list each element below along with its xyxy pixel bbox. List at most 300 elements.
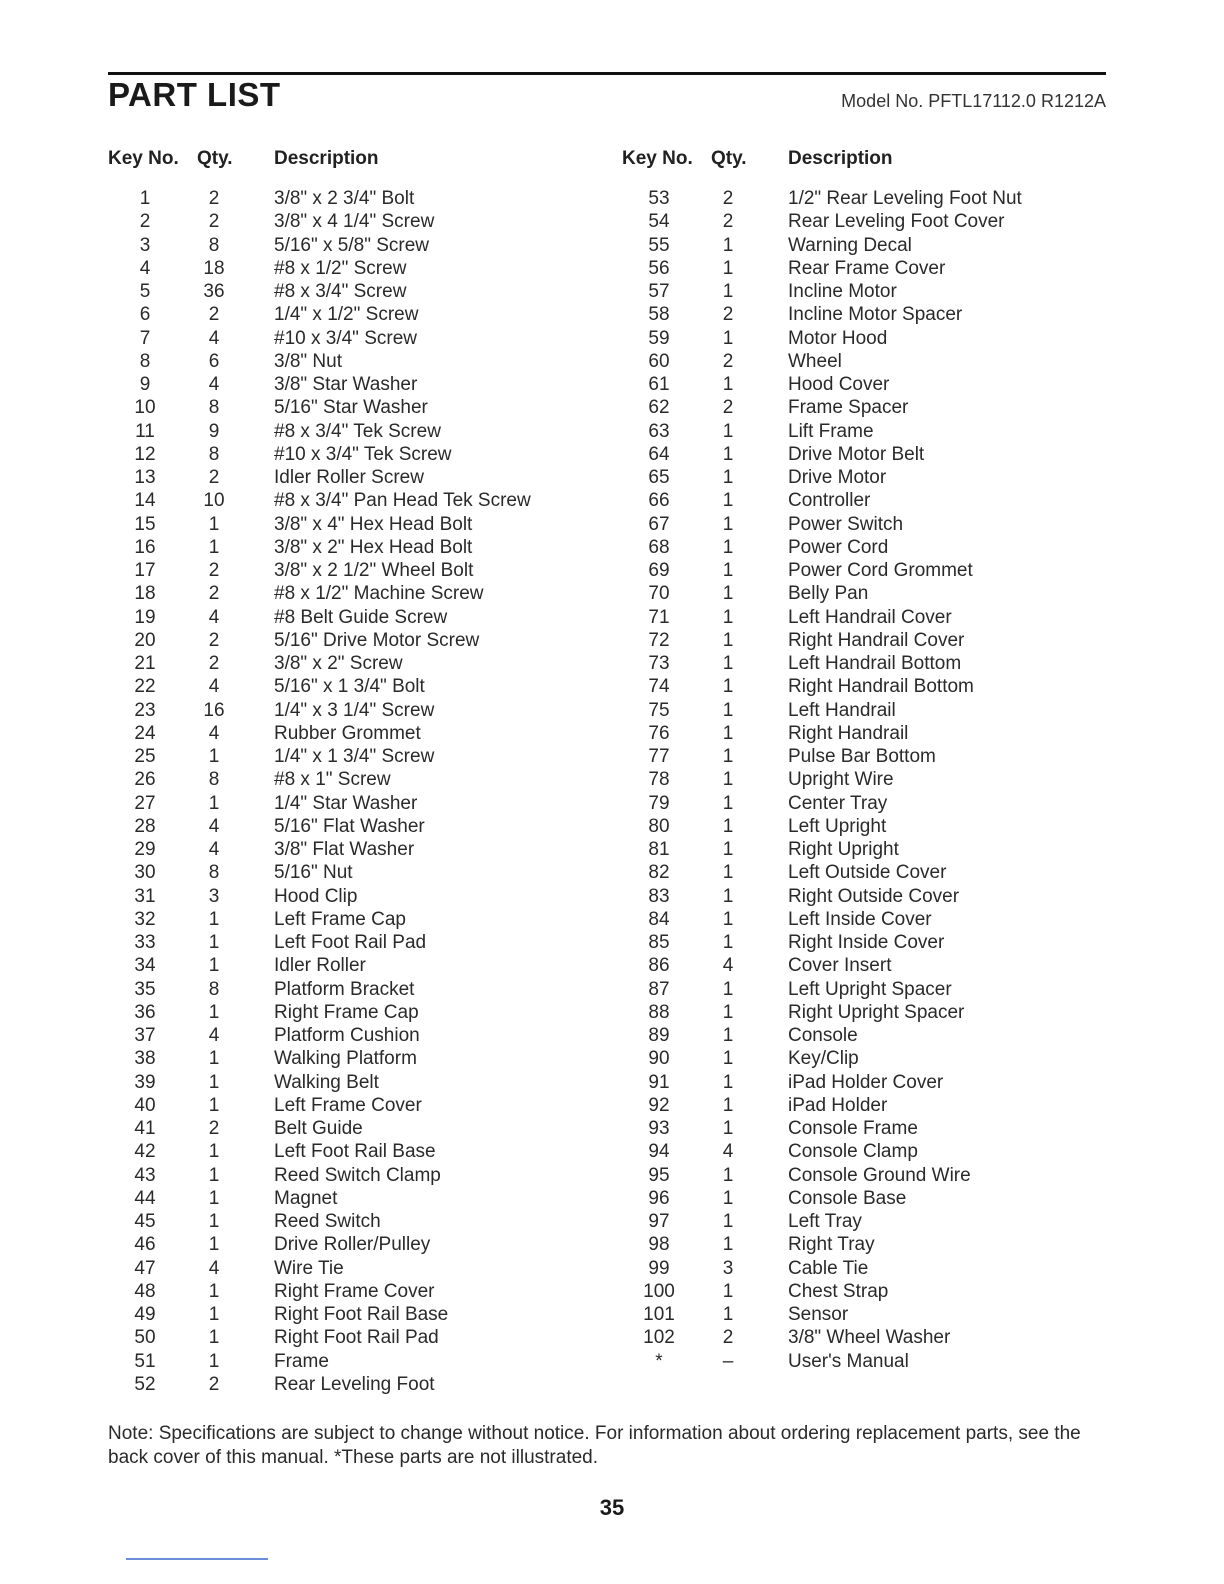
part-row (100, 652, 600, 675)
part-row (614, 1233, 1114, 1256)
part-row (100, 815, 600, 838)
part-description: Left Foot Rail Base (274, 1141, 436, 1163)
part-description: Hood Cover (788, 374, 890, 395)
part-key-number: 92 (648, 1094, 670, 1116)
part-row (100, 443, 600, 466)
part-description: Right Upright Spacer (788, 1001, 965, 1023)
part-description: Right Inside Cover (788, 932, 945, 953)
part-row (100, 489, 600, 512)
part-row (100, 536, 600, 559)
part-key-number: 83 (648, 885, 670, 907)
part-row (614, 536, 1114, 559)
part-quantity: 2 (722, 304, 734, 326)
part-description: 3/8" x 4 1/4" Screw (274, 211, 435, 233)
part-quantity: 1 (208, 1211, 220, 1232)
part-quantity: 1 (722, 1164, 734, 1186)
part-description: 3/8" x 4" Hex Head Bolt (274, 513, 473, 535)
part-quantity: 8 (208, 769, 220, 791)
part-quantity: 1 (208, 1164, 220, 1186)
part-row (614, 1164, 1114, 1187)
part-key-number: 60 (648, 350, 670, 372)
part-key-number: 27 (134, 792, 156, 814)
part-description: 3/8" Nut (274, 350, 343, 372)
part-key-number: 30 (134, 862, 156, 884)
part-quantity: 1 (722, 1187, 734, 1209)
part-key-number: 9 (139, 374, 151, 395)
part-description: Left Frame Cap (274, 908, 406, 930)
part-key-number: 72 (648, 629, 670, 651)
part-key-number: 12 (134, 443, 156, 465)
part-quantity: – (722, 1350, 734, 1372)
part-key-number: 39 (134, 1071, 156, 1093)
part-description: Platform Cushion (274, 1025, 420, 1046)
part-description: Warning Decal (788, 234, 912, 256)
part-key-number: 35 (134, 978, 156, 1000)
part-description: Frame (274, 1350, 329, 1372)
part-description: Console Ground Wire (788, 1164, 971, 1186)
part-row (100, 234, 600, 257)
part-description: 3/8" Wheel Washer (788, 1327, 951, 1349)
part-quantity: 1 (208, 932, 220, 953)
part-description: Incline Motor (788, 281, 897, 302)
part-quantity: 8 (208, 443, 220, 465)
part-quantity: 4 (208, 839, 220, 860)
part-description: #8 x 3/4" Pan Head Tek Screw (274, 490, 531, 512)
top-rule (108, 72, 1106, 75)
part-description: Left Upright (788, 815, 887, 837)
part-quantity: 2 (722, 397, 734, 419)
part-key-number: 46 (134, 1234, 156, 1256)
part-description: #8 x 3/4" Screw (274, 281, 407, 302)
part-key-number: 50 (134, 1327, 156, 1349)
part-row (100, 1094, 600, 1117)
part-row (100, 1233, 600, 1256)
part-quantity: 1 (722, 467, 734, 488)
part-key-number: 43 (134, 1164, 156, 1186)
part-key-number: 37 (134, 1025, 156, 1046)
part-quantity: 1 (722, 839, 734, 860)
part-key-number: 89 (648, 1025, 670, 1046)
part-description: Frame Spacer (788, 397, 909, 419)
part-quantity: 1 (722, 769, 734, 791)
part-description: 1/4" x 1/2" Screw (274, 304, 419, 326)
part-row (100, 792, 600, 815)
part-key-number: 58 (648, 304, 670, 326)
part-row (100, 420, 600, 443)
part-quantity: 1 (722, 1280, 734, 1302)
part-quantity: 4 (208, 815, 220, 837)
part-key-number: 8 (139, 350, 151, 372)
part-row (100, 280, 600, 303)
part-quantity: 1 (208, 955, 220, 977)
part-quantity: 1 (208, 1234, 220, 1256)
part-description: Power Switch (788, 513, 904, 535)
part-quantity: 1 (722, 327, 734, 349)
part-row (100, 1326, 600, 1349)
part-key-number: 88 (648, 1001, 670, 1023)
part-key-number: 98 (648, 1234, 670, 1256)
part-description: Right Handrail Bottom (788, 676, 974, 698)
part-key-number: 102 (643, 1327, 675, 1349)
part-description: Power Cord Grommet (788, 560, 973, 581)
part-quantity: 1 (722, 792, 734, 814)
part-description: Idler Roller Screw (274, 467, 424, 488)
part-description: Walking Platform (274, 1048, 417, 1070)
part-quantity: 2 (208, 1118, 220, 1139)
part-key-number: 67 (648, 513, 670, 535)
part-row (100, 699, 600, 722)
part-row (614, 908, 1114, 931)
part-row (614, 1280, 1114, 1303)
part-description: Reed Switch (274, 1211, 381, 1232)
part-description: Sensor (788, 1304, 849, 1325)
part-quantity: 2 (722, 350, 734, 372)
part-quantity: 1 (722, 443, 734, 465)
part-description: Rubber Grommet (274, 722, 421, 744)
part-key-number: 23 (134, 699, 156, 721)
part-description: 1/2" Rear Leveling Foot Nut (788, 188, 1022, 209)
part-row (614, 1303, 1114, 1326)
part-row (614, 187, 1114, 210)
part-description: Left Upright Spacer (788, 978, 952, 1000)
part-description: Console Frame (788, 1118, 918, 1139)
part-description: Rear Leveling Foot Cover (788, 211, 1005, 233)
part-key-number: 63 (648, 420, 670, 442)
part-key-number: 100 (643, 1280, 675, 1302)
part-row (614, 699, 1114, 722)
column-header-row (614, 148, 1114, 174)
part-key-number: 69 (648, 560, 670, 581)
part-row (614, 1326, 1114, 1349)
part-quantity: 6 (208, 350, 220, 372)
part-quantity: 1 (722, 257, 734, 279)
part-quantity: 1 (722, 1234, 734, 1256)
part-quantity: 1 (722, 1118, 734, 1139)
part-key-number: 21 (134, 653, 156, 674)
part-row (100, 768, 600, 791)
part-row (614, 838, 1114, 861)
part-description: Belly Pan (788, 583, 869, 605)
part-description: Chest Strap (788, 1280, 889, 1302)
part-row (100, 1140, 600, 1163)
part-description: Incline Motor Spacer (788, 304, 963, 326)
part-quantity: 4 (208, 1257, 220, 1279)
part-row (614, 629, 1114, 652)
part-row (100, 745, 600, 768)
part-quantity: 1 (208, 1094, 220, 1116)
part-key-number: * (655, 1350, 663, 1372)
part-row (614, 768, 1114, 791)
part-row (100, 582, 600, 605)
part-description: Left Handrail (788, 699, 896, 721)
part-quantity: 1 (208, 1280, 220, 1302)
part-row (614, 931, 1114, 954)
part-key-number: 29 (134, 839, 156, 860)
bottom-link-line (126, 1558, 268, 1560)
part-description: User's Manual (788, 1350, 909, 1372)
part-key-number: 53 (648, 188, 670, 209)
part-description: 5/16" x 1 3/4" Bolt (274, 676, 425, 698)
part-quantity: 1 (722, 676, 734, 698)
part-quantity: 1 (722, 629, 734, 651)
part-key-number: 65 (648, 467, 670, 488)
page-title: PART LIST (108, 76, 281, 113)
part-quantity: 2 (722, 211, 734, 233)
part-description: #8 Belt Guide Screw (274, 606, 448, 628)
part-description: Right Handrail (788, 722, 909, 744)
part-key-number: 45 (134, 1211, 156, 1232)
part-description: #10 x 3/4" Tek Screw (274, 443, 452, 465)
part-quantity: 1 (722, 420, 734, 442)
part-description: Right Frame Cover (274, 1280, 435, 1302)
part-description: 5/16" Nut (274, 862, 353, 884)
part-key-number: 49 (134, 1304, 156, 1325)
part-description: 5/16" Star Washer (274, 397, 428, 419)
part-quantity: 1 (208, 1141, 220, 1163)
part-description: Console Clamp (788, 1141, 918, 1163)
part-quantity: 1 (208, 1001, 220, 1023)
part-description: Console Base (788, 1187, 907, 1209)
part-description: iPad Holder (788, 1094, 888, 1116)
part-description: Center Tray (788, 792, 888, 814)
part-row (100, 513, 600, 536)
part-quantity: 2 (208, 583, 220, 605)
part-description: Drive Roller/Pulley (274, 1234, 431, 1256)
part-key-number: 13 (134, 467, 156, 488)
part-row (614, 606, 1114, 629)
part-description: Wire Tie (274, 1257, 344, 1279)
part-key-number: 52 (134, 1373, 156, 1395)
part-description: Magnet (274, 1187, 338, 1209)
part-key-number: 31 (134, 885, 156, 907)
part-quantity: 1 (208, 1327, 220, 1349)
part-key-number: 76 (648, 722, 670, 744)
part-key-number: 71 (648, 606, 670, 628)
part-quantity: 4 (208, 374, 220, 395)
part-row (614, 1094, 1114, 1117)
part-quantity: 4 (208, 1025, 220, 1046)
part-quantity: 1 (722, 374, 734, 395)
part-row (614, 954, 1114, 977)
part-row (100, 908, 600, 931)
part-key-number: 62 (648, 397, 670, 419)
part-quantity: 8 (208, 234, 220, 256)
part-quantity: 1 (208, 792, 220, 814)
part-description: Right Outside Cover (788, 885, 960, 907)
part-row (614, 815, 1114, 838)
part-key-number: 34 (134, 955, 156, 977)
part-description: 5/16" Flat Washer (274, 815, 425, 837)
part-row (614, 675, 1114, 698)
part-quantity: 1 (722, 281, 734, 302)
part-row (100, 1280, 600, 1303)
part-key-number: 38 (134, 1048, 156, 1070)
part-row (614, 1187, 1114, 1210)
part-row (614, 466, 1114, 489)
part-row (614, 1024, 1114, 1047)
part-row (100, 629, 600, 652)
part-row (614, 978, 1114, 1001)
part-quantity: 8 (208, 397, 220, 419)
part-quantity: 8 (208, 862, 220, 884)
part-quantity: 3 (722, 1257, 734, 1279)
part-key-number: 82 (648, 862, 670, 884)
part-key-number: 42 (134, 1141, 156, 1163)
part-row (100, 350, 600, 373)
part-row (614, 1071, 1114, 1094)
part-key-number: 97 (648, 1211, 670, 1232)
part-row (100, 885, 600, 908)
part-quantity: 1 (722, 1001, 734, 1023)
part-row (100, 1164, 600, 1187)
part-description: #8 x 1/2" Screw (274, 257, 407, 279)
part-description: Right Upright (788, 839, 899, 860)
part-description: 3/8" x 2 3/4" Bolt (274, 188, 415, 209)
part-description: Platform Bracket (274, 978, 415, 1000)
description-header: Description (274, 148, 379, 169)
part-quantity: 1 (722, 490, 734, 512)
part-row (100, 373, 600, 396)
part-row (614, 396, 1114, 419)
part-description: Console (788, 1025, 858, 1046)
parts-list-right (614, 187, 1114, 1373)
part-description: Drive Motor Belt (788, 443, 925, 465)
part-row (100, 861, 600, 884)
part-row (614, 373, 1114, 396)
part-key-number: 18 (134, 583, 156, 605)
part-quantity: 36 (203, 281, 225, 302)
part-row (614, 1140, 1114, 1163)
part-key-number: 91 (648, 1071, 670, 1093)
part-key-number: 73 (648, 653, 670, 674)
part-quantity: 1 (722, 1071, 734, 1093)
part-key-number: 17 (134, 560, 156, 581)
part-row (614, 652, 1114, 675)
part-key-number: 70 (648, 583, 670, 605)
part-quantity: 1 (722, 1211, 734, 1232)
part-key-number: 15 (134, 513, 156, 535)
page-number: 35 (599, 1495, 625, 1520)
part-description: Key/Clip (788, 1048, 859, 1070)
part-row (100, 931, 600, 954)
part-key-number: 101 (643, 1304, 675, 1325)
part-key-number: 95 (648, 1164, 670, 1186)
part-quantity: 2 (208, 1373, 220, 1395)
part-description: Left Handrail Bottom (788, 653, 962, 674)
part-description: Left Handrail Cover (788, 606, 952, 628)
part-row (614, 420, 1114, 443)
part-row (100, 838, 600, 861)
part-key-number: 99 (648, 1257, 670, 1279)
part-quantity: 1 (208, 1071, 220, 1093)
part-description: #10 x 3/4" Screw (274, 327, 417, 349)
part-row (100, 1047, 600, 1070)
part-row (100, 1303, 600, 1326)
part-key-number: 57 (648, 281, 670, 302)
part-key-number: 48 (134, 1280, 156, 1302)
part-description: Right Foot Rail Pad (274, 1327, 439, 1349)
part-key-number: 66 (648, 490, 670, 512)
parts-column-right (614, 148, 1114, 1373)
part-row (100, 1210, 600, 1233)
part-description: Upright Wire (788, 769, 894, 791)
part-quantity: 2 (208, 211, 220, 233)
part-description: iPad Holder Cover (788, 1071, 944, 1093)
part-quantity: 2 (208, 653, 220, 674)
part-quantity: 1 (208, 1187, 220, 1209)
part-key-number: 32 (134, 908, 156, 930)
part-key-number: 74 (648, 676, 670, 698)
part-key-number: 68 (648, 536, 670, 558)
part-row (614, 582, 1114, 605)
part-description: 3/8" Star Washer (274, 374, 418, 395)
part-quantity: 1 (722, 1304, 734, 1325)
part-quantity: 1 (722, 815, 734, 837)
part-row (614, 234, 1114, 257)
part-key-number: 5 (139, 281, 151, 302)
part-quantity: 1 (722, 722, 734, 744)
part-key-number: 96 (648, 1187, 670, 1209)
part-key-number: 19 (134, 606, 156, 628)
part-key-number: 33 (134, 932, 156, 953)
part-key-number: 25 (134, 746, 156, 767)
part-key-number: 6 (139, 304, 151, 326)
part-description: Cover Insert (788, 955, 892, 977)
part-row (614, 1210, 1114, 1233)
part-key-number: 2 (139, 211, 151, 233)
part-row (100, 1024, 600, 1047)
part-description: Drive Motor (788, 467, 887, 488)
part-row (100, 1187, 600, 1210)
qty-header: Qty. (197, 148, 233, 169)
part-row (100, 1001, 600, 1024)
part-key-number: 51 (134, 1350, 156, 1372)
part-row (100, 978, 600, 1001)
part-row (100, 466, 600, 489)
part-description: Lift Frame (788, 420, 874, 442)
part-quantity: 1 (722, 606, 734, 628)
part-key-number: 54 (648, 211, 670, 233)
part-quantity: 1 (722, 699, 734, 721)
part-description: Motor Hood (788, 327, 888, 349)
part-key-number: 24 (134, 722, 156, 744)
part-quantity: 9 (208, 420, 220, 442)
part-key-number: 80 (648, 815, 670, 837)
part-description: Pulse Bar Bottom (788, 746, 936, 767)
part-row (614, 1350, 1114, 1373)
part-quantity: 4 (722, 1141, 734, 1163)
part-quantity: 1 (208, 746, 220, 767)
part-row (100, 187, 600, 210)
part-quantity: 1 (722, 885, 734, 907)
part-quantity: 1 (722, 978, 734, 1000)
part-key-number: 10 (134, 397, 156, 419)
part-quantity: 2 (208, 304, 220, 326)
part-row (614, 257, 1114, 280)
part-key-number: 4 (139, 257, 151, 279)
part-quantity: 4 (208, 606, 220, 628)
part-quantity: 1 (722, 560, 734, 581)
part-key-number: 20 (134, 629, 156, 651)
part-row (100, 606, 600, 629)
qty-header: Qty. (711, 148, 747, 169)
part-description: 3/8" Flat Washer (274, 839, 415, 860)
part-quantity: 4 (208, 676, 220, 698)
footnote: Note: Specifications are subject to change without notice. For information about ordering replacement parts, see the back cover of this manual. *These parts are not illustrated. (108, 1423, 1081, 1468)
part-description: Rear Leveling Foot (274, 1373, 435, 1395)
part-quantity: 8 (208, 978, 220, 1000)
part-row (614, 327, 1114, 350)
